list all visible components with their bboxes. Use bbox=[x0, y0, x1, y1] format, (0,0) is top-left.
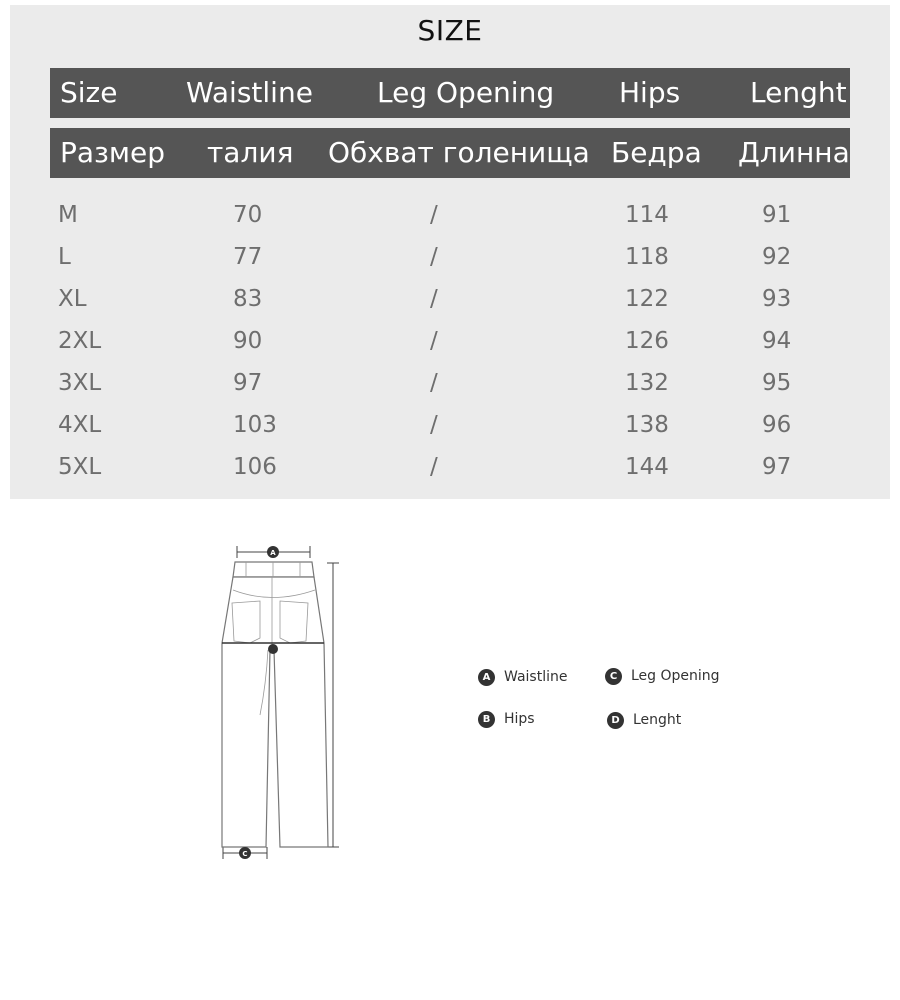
marker-c-label: C bbox=[242, 850, 248, 858]
cell-hips: 144 bbox=[625, 454, 669, 480]
cell-length: 93 bbox=[762, 286, 792, 312]
legend-label: Waistline bbox=[504, 669, 568, 685]
header-hips: Hips bbox=[619, 76, 681, 109]
header-length: Lenght bbox=[750, 76, 847, 109]
header-leg-opening-ru: Обхват голенища bbox=[328, 136, 590, 169]
header-length-ru: Длинна bbox=[738, 136, 850, 169]
cell-size: 3XL bbox=[58, 370, 102, 396]
cell-hips: 126 bbox=[625, 328, 669, 354]
header-size: Size bbox=[60, 76, 118, 109]
legend-label: Lenght bbox=[633, 712, 682, 728]
cell-waistline: 97 bbox=[233, 370, 263, 396]
cell-waistline: 90 bbox=[233, 328, 263, 354]
cell-length: 92 bbox=[762, 244, 792, 270]
legend-item-leg-opening bbox=[605, 666, 720, 686]
header-leg-opening: Leg Opening bbox=[377, 76, 555, 109]
table-row bbox=[0, 362, 900, 404]
cell-waistline: 77 bbox=[233, 244, 263, 270]
cell-length: 97 bbox=[762, 454, 792, 480]
legend-item-hips bbox=[478, 709, 535, 729]
legend-label: Hips bbox=[504, 711, 535, 727]
cell-length: 96 bbox=[762, 412, 792, 438]
cell-size: XL bbox=[58, 286, 87, 312]
cell-waistline: 103 bbox=[233, 412, 277, 438]
cell-size: 5XL bbox=[58, 454, 102, 480]
cell-size: L bbox=[58, 244, 71, 270]
legend-item-length bbox=[607, 710, 681, 730]
pants-diagram bbox=[190, 535, 390, 875]
cell-length: 94 bbox=[762, 328, 792, 354]
legend-item-waistline bbox=[478, 667, 567, 687]
header-waist-ru: талия bbox=[207, 136, 294, 169]
cell-leg-opening: / bbox=[430, 202, 438, 228]
cell-size: M bbox=[58, 202, 78, 228]
cell-leg-opening: / bbox=[430, 370, 438, 396]
header-size-ru: Размер bbox=[60, 136, 166, 169]
cell-waistline: 83 bbox=[233, 286, 263, 312]
header-waistline: Waistline bbox=[186, 76, 313, 109]
hips-marker bbox=[268, 644, 278, 654]
cell-waistline: 70 bbox=[233, 202, 263, 228]
cell-hips: 118 bbox=[625, 244, 669, 270]
table-row bbox=[0, 236, 900, 278]
cell-hips: 122 bbox=[625, 286, 669, 312]
cell-hips: 114 bbox=[625, 202, 669, 228]
table-row bbox=[0, 446, 900, 488]
cell-waistline: 106 bbox=[233, 454, 277, 480]
measurement-legend bbox=[478, 662, 778, 742]
cell-hips: 138 bbox=[625, 412, 669, 438]
chart-title: SIZE bbox=[417, 14, 483, 47]
table-row bbox=[0, 320, 900, 362]
badge-b-icon: B bbox=[478, 711, 495, 728]
cell-leg-opening: / bbox=[430, 244, 438, 270]
table-row bbox=[0, 278, 900, 320]
header-hips-ru: Бедра bbox=[611, 136, 702, 169]
header-row-english bbox=[50, 68, 850, 118]
cell-leg-opening: / bbox=[430, 454, 438, 480]
marker-a-label: A bbox=[270, 549, 276, 557]
badge-d-icon: D bbox=[607, 712, 624, 729]
legend-label: Leg Opening bbox=[631, 668, 720, 684]
pants-outline bbox=[222, 562, 328, 847]
table-row bbox=[0, 404, 900, 446]
cell-length: 95 bbox=[762, 370, 792, 396]
cell-leg-opening: / bbox=[430, 328, 438, 354]
cell-length: 91 bbox=[762, 202, 792, 228]
cell-leg-opening: / bbox=[430, 412, 438, 438]
cell-size: 2XL bbox=[58, 328, 102, 354]
cell-hips: 132 bbox=[625, 370, 669, 396]
table-row bbox=[0, 194, 900, 236]
badge-a-icon: A bbox=[478, 669, 495, 686]
badge-c-icon: C bbox=[605, 668, 622, 685]
cell-size: 4XL bbox=[58, 412, 102, 438]
cell-leg-opening: / bbox=[430, 286, 438, 312]
header-row-russian bbox=[50, 128, 850, 178]
